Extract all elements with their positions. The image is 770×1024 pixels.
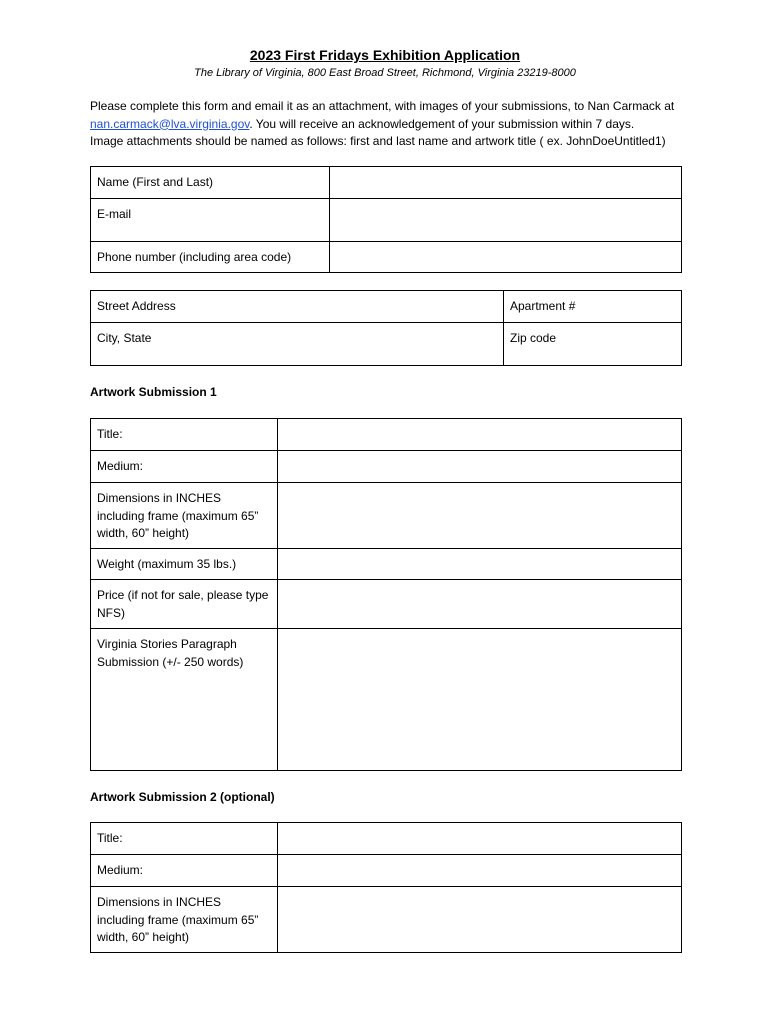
sub1-title-field[interactable] bbox=[278, 419, 682, 451]
table-row bbox=[91, 242, 682, 273]
sub2-title-label: Title: bbox=[91, 823, 278, 855]
table-row bbox=[91, 549, 682, 580]
sub1-dimensions-field[interactable] bbox=[278, 483, 682, 549]
page-title: 2023 First Fridays Exhibition Application bbox=[249, 47, 521, 63]
city-state-field[interactable]: City, State bbox=[91, 323, 504, 366]
table-row bbox=[91, 291, 682, 323]
sub1-medium-label: Medium: bbox=[91, 451, 278, 483]
sub2-dimensions-label: Dimensions in INCHES including frame (maximum 65” width, 60” height) bbox=[91, 887, 278, 953]
table-row bbox=[91, 483, 682, 549]
sub1-weight-field[interactable] bbox=[278, 549, 682, 580]
submission-2-table bbox=[90, 822, 682, 953]
sub1-paragraph-field[interactable] bbox=[278, 629, 682, 771]
sub1-paragraph-label: Virginia Stories Paragraph Submission (+/- 250 words) bbox=[91, 629, 278, 771]
table-row bbox=[91, 419, 682, 451]
instructions-line-1: Please complete this form and email it as an attachment, with images of your submissions, to Nan Carmack at bbox=[90, 99, 675, 113]
apartment-field[interactable]: Apartment # bbox=[504, 291, 682, 323]
table-row bbox=[91, 629, 682, 771]
table-row bbox=[91, 323, 682, 366]
instructions-line-2: . You will receive an acknowledgement of your submission within 7 days. bbox=[249, 116, 635, 131]
street-address-field[interactable]: Street Address bbox=[91, 291, 504, 323]
table-row bbox=[91, 451, 682, 483]
contact-info-table bbox=[90, 166, 682, 273]
sub1-price-label: Price (if not for sale, please type NFS) bbox=[91, 580, 278, 629]
email-link[interactable]: nan.carmack@lva.virginia.gov bbox=[90, 116, 250, 131]
sub1-weight-label: Weight (maximum 35 lbs.) bbox=[91, 549, 278, 580]
submission-1-heading: Artwork Submission 1 bbox=[90, 385, 217, 399]
table-row bbox=[91, 580, 682, 629]
table-row bbox=[91, 167, 682, 199]
table-row bbox=[91, 823, 682, 855]
sub2-medium-label: Medium: bbox=[91, 855, 278, 887]
sub2-title-field[interactable] bbox=[278, 823, 682, 855]
table-row bbox=[91, 887, 682, 953]
email-field[interactable] bbox=[330, 199, 682, 242]
sub1-title-label: Title: bbox=[91, 419, 278, 451]
phone-label: Phone number (including area code) bbox=[91, 242, 330, 273]
address-table bbox=[90, 290, 682, 366]
table-row bbox=[91, 199, 682, 242]
name-field[interactable] bbox=[330, 167, 682, 199]
instructions-line-3: Image attachments should be named as follows: first and last name and artwork title ( ex. JohnDoeUntitled1) bbox=[90, 134, 666, 148]
email-label: E-mail bbox=[91, 199, 330, 242]
name-label: Name (First and Last) bbox=[91, 167, 330, 199]
page-subtitle-address: The Library of Virginia, 800 East Broad Street, Richmond, Virginia 23219-8000 bbox=[194, 67, 576, 79]
submission-2-heading: Artwork Submission 2 (optional) bbox=[90, 790, 275, 804]
zip-code-field[interactable]: Zip code bbox=[504, 323, 682, 366]
sub1-price-field[interactable] bbox=[278, 580, 682, 629]
instructions-paragraph bbox=[90, 98, 690, 151]
phone-field[interactable] bbox=[330, 242, 682, 273]
sub1-medium-field[interactable] bbox=[278, 451, 682, 483]
submission-1-table bbox=[90, 418, 682, 771]
sub2-medium-field[interactable] bbox=[278, 855, 682, 887]
table-row bbox=[91, 855, 682, 887]
sub2-dimensions-field[interactable] bbox=[278, 887, 682, 953]
sub1-dimensions-label: Dimensions in INCHES including frame (maximum 65” width, 60” height) bbox=[91, 483, 278, 549]
